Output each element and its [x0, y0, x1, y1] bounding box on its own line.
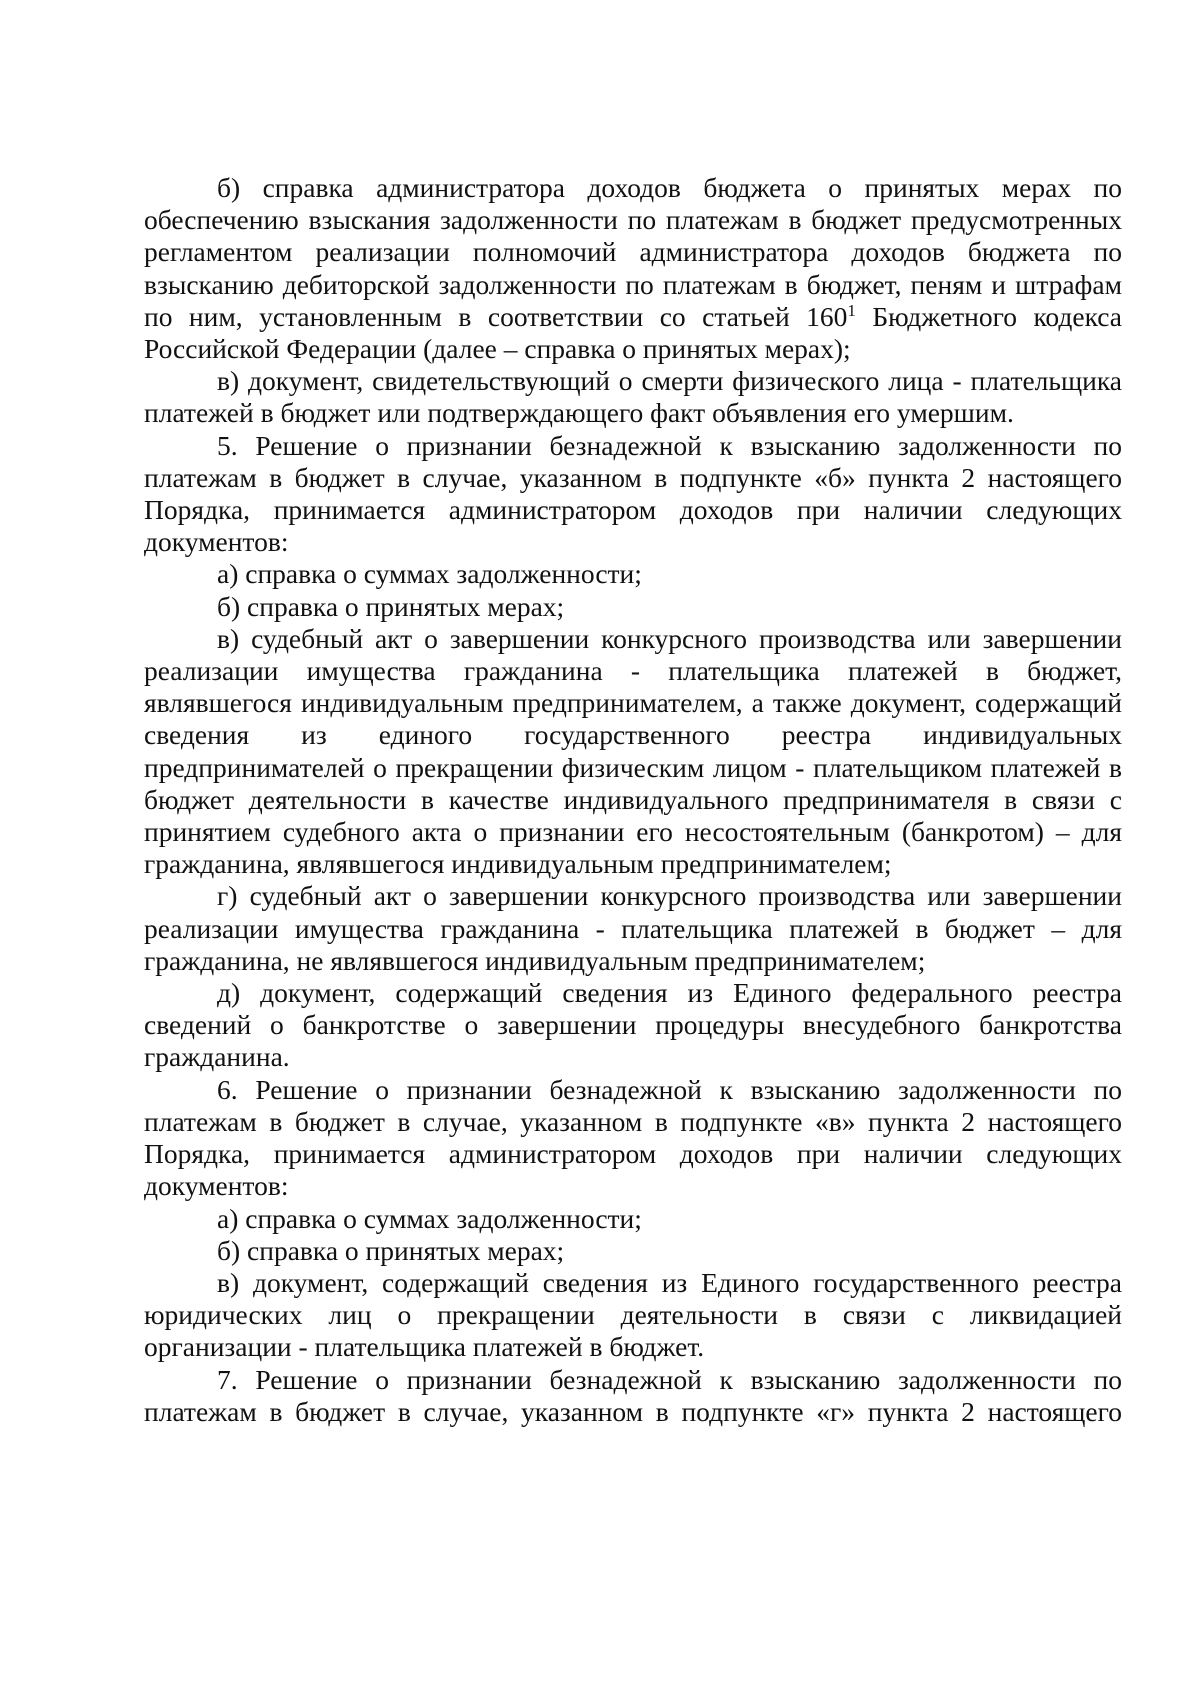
- paragraph-item-7: 7. Решение о признании безнадежной к взысканию задолженности по платежам в бюджет в случае, указанном в подпункте «г» пункта 2 настоящего: [144, 1363, 1122, 1427]
- paragraph-item-5-d: д) документ, содержащий сведения из Единого федерального реестра сведений о банкротстве о завершении процедуры внесудебного банкротства гражданина.: [144, 977, 1122, 1073]
- superscript-article-number: 1: [847, 300, 856, 320]
- paragraph-item-5: 5. Решение о признании безнадежной к взысканию задолженности по платежам в бюджет в случае, указанном в подпункте «б» пункта 2 настоящего Порядка, принимается администратором доходов при наличии следующих документов:: [144, 429, 1122, 558]
- paragraph-item-5-a: а) справка о суммах задолженности;: [217, 558, 642, 590]
- paragraph-item-6: 6. Решение о признании безнадежной к взысканию задолженности по платежам в бюджет в случае, указанном в подпункте «в» пункта 2 настоящего Порядка, принимается администратором доходов при наличии следующих документов:: [144, 1073, 1122, 1202]
- paragraph-subitem-b-spravka: [144, 172, 1122, 365]
- paragraph-item-5-b: б) справка о принятых мерах;: [217, 590, 565, 622]
- paragraph-text: б) справка администратора доходов бюджета о принятых мерах по обеспечению взыскания задолженности по платежам в бюджет предусмотренных регламентом реализации полномочий администратора доходов бюджета по взысканию дебиторской задолженности по платежам в бюджет, пеням и штрафам по ним, установленным в соответствии со статьей 160: [144, 172, 1122, 332]
- paragraph-item-6-b: б) справка о принятых мерах;: [217, 1234, 565, 1266]
- paragraph-text-continued: Бюджетного кодекса Российской Федерации (далее – справка о принятых мерах);: [144, 300, 1122, 365]
- paragraph-item-6-a: а) справка о суммах задолженности;: [217, 1202, 642, 1234]
- paragraph-subitem-v-death-document: в) документ, свидетельствующий о смерти физического лица - плательщика платежей в бюджет или подтверждающего факт объявления его умершим.: [144, 365, 1122, 429]
- paragraph-item-6-v: в) документ, содержащий сведения из Единого государственного реестра юридических лиц о прекращении деятельности в связи с ликвидацией организации - плательщика платежей в бюджет.: [144, 1266, 1122, 1363]
- paragraph-item-5-v: в) судебный акт о завершении конкурсного производства или завершении реализации имущества гражданина - плательщика платежей в бюджет, являвшегося индивидуальным предпринимателем, а также документ, содержащий сведения из единого государственного реестра индивидуальных предпринимателей о прекращении физическим лицом - плательщиком платежей в бюджет деятельности в качестве индивидуального предпринимателя в связи с принятием судебного акта о признании его несостоятельным (банкротом) – для гражданина, являвшегося индивидуальным предпринимателем;: [144, 622, 1122, 880]
- document-body: [144, 172, 1122, 1428]
- paragraph-item-5-g: г) судебный акт о завершении конкурсного производства или завершении реализации имущества гражданина - плательщика платежей в бюджет – для гражданина, не являвшегося индивидуальным предпринимателем;: [144, 880, 1122, 976]
